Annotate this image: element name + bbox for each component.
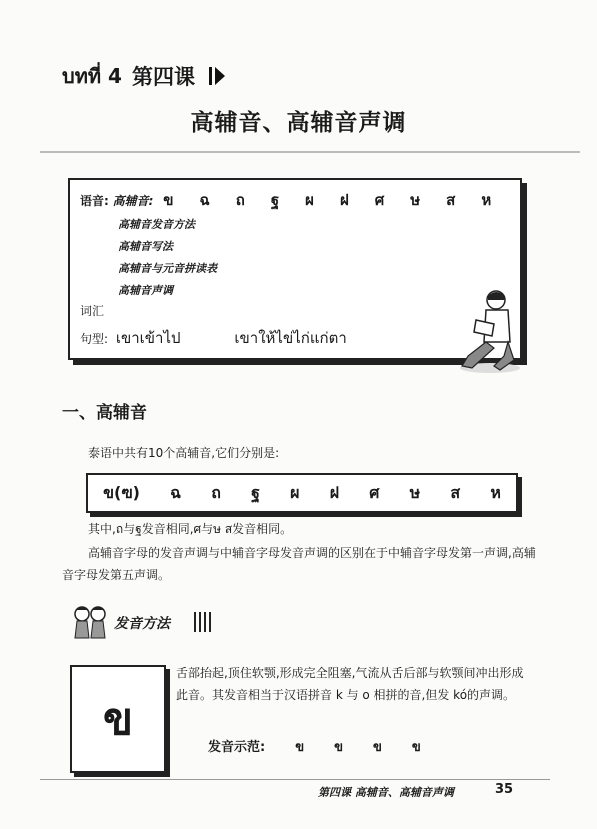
- sentence-line: [80, 326, 347, 350]
- consonant: ส: [446, 191, 456, 209]
- bars-decoration: [194, 612, 214, 632]
- summary-item: 高辅音写法: [118, 240, 173, 253]
- lesson-heading: [62, 60, 224, 92]
- consonant: ษ: [409, 482, 421, 502]
- consonant: ห: [481, 191, 492, 209]
- consonant: ถ: [211, 482, 221, 502]
- consonant: ศ: [369, 482, 380, 502]
- high-consonant-box: [86, 473, 518, 513]
- consonant: ษ: [410, 191, 421, 209]
- play-arrow-icon: [209, 67, 224, 85]
- consonant: ฐ: [251, 482, 260, 502]
- summary-item: 高辅音声调: [118, 284, 173, 297]
- letter-card: ข: [70, 665, 166, 773]
- footer-divider: [40, 779, 550, 780]
- vocab-label: 词汇: [80, 304, 105, 318]
- method-label: 发音方法: [114, 616, 170, 632]
- divider: [40, 151, 580, 153]
- consonant: ข: [163, 191, 174, 209]
- consonant: ฉ: [170, 482, 182, 502]
- consonant: ฝ: [329, 482, 340, 502]
- demo-letter: ข: [372, 740, 382, 755]
- consonant: ฝ: [339, 191, 349, 209]
- consonant: ผ: [290, 482, 300, 502]
- pronunciation-description: 舌部抬起,顶住软颚,形成完全阻塞,气流从舌后部与软颚间冲出形成此音。其发音相当于汉语拼音 k 与 o 相拼的音,但发 kó的声调。: [176, 666, 524, 702]
- consonant: ผ: [305, 191, 314, 209]
- lesson-number-thai: บทที่ 4: [62, 64, 122, 88]
- consonant: ฐ: [270, 191, 280, 209]
- reading-child-illustration: [458, 286, 528, 376]
- demo-letter: ข: [411, 740, 421, 755]
- high-consonant-list: [163, 188, 491, 212]
- method-banner: [68, 604, 218, 640]
- sentence-label: 句型:: [80, 332, 109, 346]
- demo-label: 发音示范:: [208, 740, 266, 755]
- intro-text: 泰语中共有10个高辅音,它们分别是:: [88, 446, 280, 460]
- page-number: 35: [495, 782, 514, 797]
- consonant: ฉ: [199, 191, 210, 209]
- page-title: 高辅音、高辅音声调: [190, 110, 407, 136]
- section-heading: 一、高辅音: [62, 403, 147, 423]
- phonetics-label: 语音:: [80, 194, 109, 208]
- demo-letter: ข: [334, 740, 343, 755]
- demo-letter: ข: [295, 740, 305, 755]
- consonant: ห: [490, 482, 501, 502]
- consonant: ถ: [235, 191, 245, 209]
- consonant: ส: [450, 482, 461, 502]
- consonant: ข(ฃ): [103, 482, 140, 502]
- summary-item: 高辅音发音方法: [118, 218, 195, 231]
- lesson-summary-box: [68, 178, 522, 360]
- sentence-pattern: เขาเข้าไป: [115, 329, 181, 347]
- summary-item: 高辅音与元音拼读表: [118, 262, 217, 275]
- high-consonants-label: 高辅音:: [112, 194, 154, 208]
- running-footer: 第四课 高辅音、高辅音声调: [318, 786, 454, 799]
- phonetics-line: [80, 188, 491, 212]
- consonant: ศ: [374, 191, 385, 209]
- kids-icon: [70, 604, 110, 640]
- lesson-number-cn: 第四课: [131, 64, 195, 89]
- sentence-pattern: เขาให้ไข่ไก่แก่ตา: [234, 329, 347, 347]
- pronunciation-demo: [208, 736, 421, 757]
- tone-difference-note: 高辅音字母的发音声调与中辅音字母发音声调的区别在于中辅音字母发第一声调,高辅音字母发第五声调。: [62, 546, 536, 582]
- same-sound-note: 其中,ถ与ฐ发音相同,ศ与ษ ส发音相同。: [88, 522, 293, 536]
